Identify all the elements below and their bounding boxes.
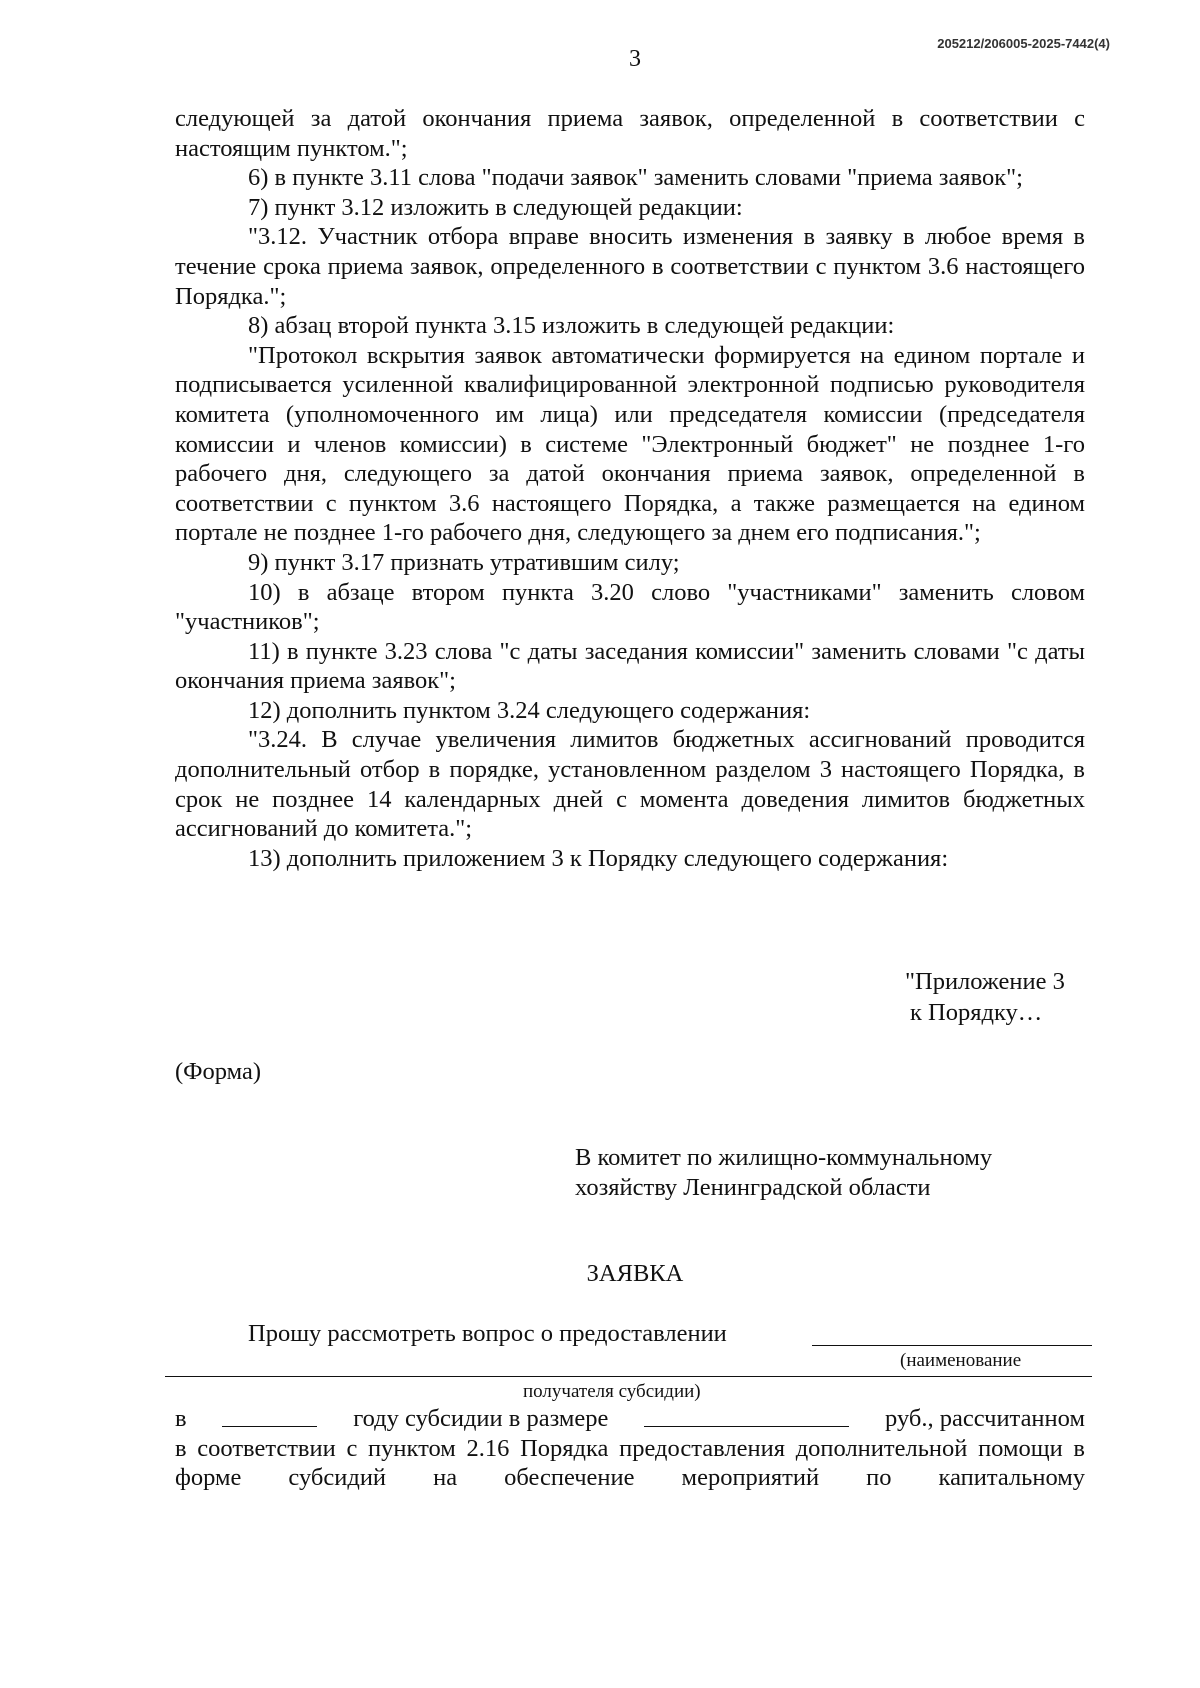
document-body — [175, 104, 1085, 873]
recipient-name-blank[interactable] — [812, 1345, 1092, 1346]
addressee-line: хозяйству Ленинградской области — [575, 1173, 931, 1201]
appendix-reference — [905, 966, 1065, 1028]
request-text: Прошу рассмотреть вопрос о предоставлении — [248, 1320, 727, 1347]
word: году субсидии в размере — [353, 1405, 609, 1432]
paragraph: следующей за датой окончания приема заявок, определенной в соответствии с настоящим пунктом."; — [175, 105, 1085, 162]
form-label: (Форма) — [175, 1058, 262, 1085]
paragraph: 8) абзац второй пункта 3.15 изложить в следующей редакции: — [248, 312, 895, 340]
recipient-name-blank-2[interactable] — [165, 1376, 1092, 1377]
paragraph: "3.12. Участник отбора вправе вносить изменения в заявку в любое время в течение срока приема заявок, определенного в соответствии с пунктом 3.6 настоящего Порядка."; — [175, 223, 1085, 310]
word: руб., рассчитанном — [885, 1405, 1085, 1432]
caption-name: (наименование — [900, 1350, 1022, 1371]
paragraph: 13) дополнить приложением 3 к Порядку следующего содержания: — [248, 844, 949, 872]
addressee-line: В комитет по жилищно-коммунальному — [575, 1144, 993, 1171]
paragraph: 11) в пункте 3.23 слова "с даты заседания комиссии" заменить словами "с даты окончания приема заявок"; — [175, 637, 1085, 695]
word: в — [175, 1405, 187, 1432]
caption-recipient: получателя субсидии) — [523, 1381, 701, 1402]
paragraph: "Протокол вскрытия заявок автоматически формируется на едином портале и подписывается усиленной квалифицированной электронной подписью руководителя комитета (уполномоченного им лица) или председателя комиссии (председателя комиссии и членов комиссии) в системе "Электронный бюджет" не позднее 1-го рабочего дня, следующего за датой окончания приема заявок, определенной в соответствии с пунктом 3.6 настоящего Порядка, а также размещается на едином портале не позднее 1-го рабочего дня, следующего за днем его подписания."; — [175, 341, 1085, 547]
paragraph: в соответствии с пунктом 2.16 Порядка предоставления дополнительной помощи в форме субсидий на обеспечение мероприятий по капитальному — [175, 1434, 1085, 1492]
paragraph: 10) в абзаце втором пункта 3.20 слово "участниками" заменить словом "участников"; — [175, 578, 1085, 636]
paragraph: "3.24. В случае увеличения лимитов бюджетных ассигнований проводится дополнительный отбор в порядке, установленном разделом 3 настоящего Порядка, в срок не позднее 14 календарных дней с момента доведения лимитов бюджетных ассигнований до комитета."; — [175, 726, 1085, 843]
page-number: 3 — [629, 46, 641, 72]
appendix-line: к Порядку… — [910, 999, 1043, 1026]
request-line — [175, 1404, 1085, 1434]
form-title: ЗАЯВКА — [586, 1260, 684, 1287]
year-blank[interactable] — [222, 1404, 317, 1427]
document-number: 205212/206005-2025-7442(4) — [937, 36, 1110, 51]
addressee — [575, 1143, 992, 1202]
amount-blank[interactable] — [644, 1404, 849, 1427]
appendix-line: "Приложение 3 — [905, 968, 1065, 995]
paragraph: 6) в пункте 3.11 слова "подачи заявок" заменить словами "приема заявок"; — [248, 164, 1023, 192]
paragraph: 7) пункт 3.12 изложить в следующей редакции: — [248, 193, 743, 221]
request-paragraph — [175, 1404, 1085, 1493]
paragraph: 12) дополнить пунктом 3.24 следующего содержания: — [248, 696, 811, 724]
paragraph: 9) пункт 3.17 признать утратившим силу; — [248, 548, 680, 576]
